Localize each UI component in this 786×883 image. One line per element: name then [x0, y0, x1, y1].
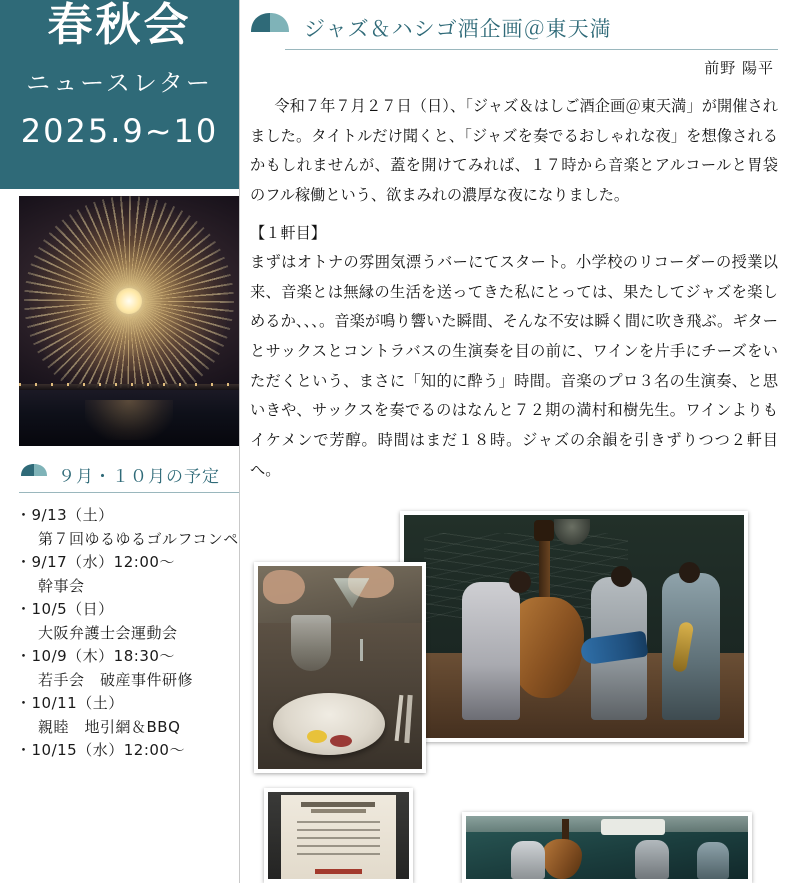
schedule-date: ・9/13（土）: [16, 506, 114, 524]
schedule-date: ・9/17（水）12:00～: [16, 553, 175, 571]
schedule-title: ９月・１０月の予定: [58, 467, 220, 487]
list-item: [16, 602, 239, 641]
schedule-desc: 若手会 破産事件研修: [38, 671, 194, 689]
air-conditioner: [601, 819, 665, 835]
sidebar: [0, 0, 239, 883]
schedule-heading: [19, 462, 239, 487]
bridge-lights: [19, 383, 239, 386]
masthead: [0, 0, 239, 189]
fireworks-photo: [19, 196, 239, 446]
schedule-list: [16, 508, 239, 766]
bassist: [511, 841, 545, 879]
fireworks-core: [116, 288, 142, 314]
list-item: [16, 649, 239, 688]
list-item: [16, 743, 239, 758]
schedule-desc: 幹事会: [38, 577, 85, 595]
heading-rule: [285, 49, 778, 50]
paragraph: 令和７年７月２７日（日）、「ジャズ＆はしご酒企画＠東天満」が開催されました。タイトルだけ聞くと、「ジャズを奏でるおしゃれな夜」を想像されるかもしれませんが、蓋を開けてみれば、１７時から音楽とアルコールと胃袋のフル稼働という、欲まみれの濃厚な夜になりました。: [250, 97, 778, 204]
list-item: [16, 555, 239, 594]
menu-accent-line: [315, 869, 361, 874]
schedule-desc: 親睦 地引網＆BBQ: [38, 718, 181, 736]
schedule-desc: 大阪弁護士会運動会: [38, 624, 178, 642]
food-item: [307, 730, 327, 743]
main-article: [240, 0, 786, 883]
paragraph: 【１軒目】: [250, 223, 326, 242]
hand: [263, 570, 305, 604]
menu-subtitle-line: [311, 809, 366, 813]
newsletter-title: 春秋会: [47, 0, 192, 51]
article-heading: [248, 10, 778, 45]
page-title: ジャズ＆ハシゴ酒企画＠東天満: [304, 16, 612, 41]
bass-head: [534, 520, 554, 541]
menu-title-line: [301, 802, 375, 807]
bassist: [462, 582, 520, 720]
schedule-date: ・10/11（土）: [16, 694, 124, 712]
list-item: [16, 696, 239, 735]
schedule-rule: [19, 492, 239, 493]
band-performance-photo: [400, 511, 748, 742]
newsletter-subtitle: ニュースレター: [26, 69, 213, 97]
schedule-date: ・10/5（日）: [16, 600, 114, 618]
cocktail-glass-stem: [360, 639, 363, 661]
schedule-date: ・10/15（水）12:00～: [16, 741, 185, 759]
dish-and-wine-photo: [254, 562, 426, 773]
byline: 前野 陽平: [704, 59, 774, 77]
plate: [273, 693, 385, 755]
leaf-icon: [248, 10, 292, 45]
menu-board-photo: [264, 788, 413, 883]
article-body: [250, 92, 778, 485]
list-item: [16, 508, 239, 547]
second-venue-band-photo: [462, 812, 752, 883]
schedule-date: ・10/9（木）18:30～: [16, 647, 175, 665]
newsletter-issue: 2025.9~10: [20, 112, 219, 150]
menu-text-lines: [297, 821, 380, 861]
bassist-head: [509, 571, 531, 593]
wine-glass: [291, 615, 331, 671]
saxophonist: [662, 573, 720, 720]
schedule-desc: 第７回ゆるゆるゴルフコンペ: [38, 530, 239, 548]
saxophonist: [697, 842, 729, 879]
food-item: [330, 735, 352, 747]
paragraph: まずはオトナの雰囲気漂うバーにてスタート。小学校のリコーダーの授業以来、音楽とは無縁の生活を送ってきた私にとっては、果たしてジャズを楽しめるか、、、。音楽が鳴り響いた瞬間、そんな不安は瞬く間に吹き飛ぶ。ギターとサックスとコントラバスの生演奏を目の前に、ワインを片手にチーズをいただくという、まさに「知的に酔う」時間。音楽のプロ３名の生演奏、と思いきや、サックスを奏でるのはなんと７２期の満村和樹先生。ワインよりもイケメンで芳醇。時間はまだ１８時。ジャズの余韻を引きずりつつ２軒目へ。: [250, 253, 778, 479]
leaf-icon: [19, 462, 49, 487]
menu-paper: [281, 795, 397, 882]
water-reflection: [85, 400, 173, 440]
guitarist: [635, 840, 669, 879]
